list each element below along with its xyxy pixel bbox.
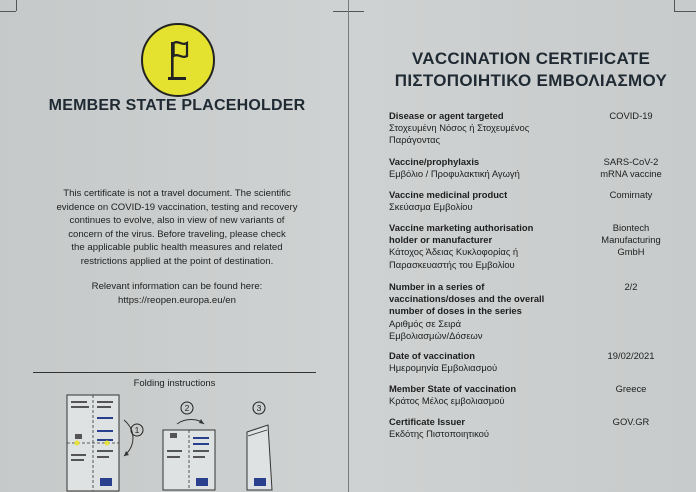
- field-label-gr: Κάτοχος Άδειας Κυκλοφορίας ή Παρασκευαστής του Εμβολίου: [389, 246, 519, 270]
- fold-step-3-illustration: [247, 402, 272, 490]
- field-label-en: Number in a series of vaccinations/doses and the overall number of doses in the series: [389, 281, 545, 317]
- fold-line: [348, 0, 349, 492]
- field-marketing-authorisation: [389, 222, 689, 271]
- divider: [33, 372, 316, 373]
- member-state-logo: [141, 23, 215, 97]
- field-certificate-issuer: [389, 416, 689, 440]
- field-label-en: Disease or agent targeted: [389, 110, 504, 121]
- field-value: GOV.GR: [612, 416, 650, 427]
- field-label-gr: Εμβόλιο / Προφυλακτική Αγωγή: [389, 168, 520, 180]
- field-label-en: Vaccine/prophylaxis: [389, 156, 480, 167]
- field-value: COVID-19: [609, 110, 653, 121]
- reopen-link[interactable]: https://reopen.europa.eu/en: [118, 294, 236, 306]
- field-value: 2/2: [624, 281, 638, 292]
- fold-step-1-illustration: [67, 395, 143, 491]
- member-state-title: MEMBER STATE PLACEHOLDER: [48, 97, 306, 114]
- field-label-gr: Κράτος Μέλος εμβολιασμού: [389, 395, 505, 407]
- field-value: 19/02/2021: [607, 350, 655, 361]
- field-medicinal-product: [389, 189, 689, 213]
- step-number-3: 3: [256, 403, 262, 413]
- flag-icon: [141, 23, 215, 97]
- travel-notice: This certificate is not a travel document. The scientific evidence on COVID-19 vaccination, testing and recovery continues to evolve, also in view of new variants of concern of the virus. Before traveling, please check the applicable public health measures and related restrictions applied at the point of destination.: [56, 188, 298, 267]
- info-text: Relevant information can be found here:: [91, 281, 263, 292]
- field-label-en: Date of vaccination: [389, 350, 475, 361]
- certificate-title-en: VACCINATION CERTIFICATE: [411, 49, 651, 68]
- certificate-title: [368, 48, 694, 92]
- field-value: Biontech Manufacturing GmbH: [601, 222, 661, 258]
- field-label-en: Member State of vaccination: [389, 383, 517, 394]
- crop-mark-left-h: [0, 11, 16, 12]
- fold-step-2-illustration: [163, 402, 215, 490]
- field-dose-number: [389, 281, 689, 342]
- field-label-en: Vaccine medicinal product: [389, 189, 508, 200]
- field-label-gr: Σκεύασμα Εμβολίου: [389, 201, 473, 213]
- field-value: SARS-CoV-2 mRNA vaccine: [600, 156, 662, 180]
- folding-diagram: [40, 392, 340, 492]
- field-disease-targeted: [389, 110, 689, 147]
- step-number-1: 1: [134, 425, 140, 435]
- crop-mark-right-h: [675, 11, 696, 12]
- field-label-gr: Ημερομηνία Εμβολιασμού: [389, 362, 498, 374]
- field-vaccine-prophylaxis: [389, 156, 689, 180]
- certificate-title-gr: ΠΙΣΤΟΠΟΙΗΤΙΚΟ ΕΜΒΟΛΙΑΣΜΟΥ: [394, 71, 668, 90]
- step-number-2: 2: [184, 403, 190, 413]
- folding-instructions-label: Folding instructions: [133, 378, 216, 389]
- field-label-gr: Στοχευμένη Νόσος ή Στοχευμένος Παράγοντας: [389, 122, 530, 146]
- field-vaccination-date: [389, 350, 689, 374]
- field-value: Comirnaty: [609, 189, 653, 200]
- crop-mark-left-v: [16, 0, 17, 11]
- field-label-en: Vaccine marketing authorisation holder or manufacturer: [389, 222, 534, 246]
- relevant-information: [14, 280, 340, 307]
- field-label-gr: Αριθμός σε Σειρά Εμβολιασμών/Δόσεων: [389, 317, 483, 341]
- field-label-en: Certificate Issuer: [389, 416, 466, 427]
- field-value: Greece: [615, 383, 647, 394]
- field-member-state: [389, 383, 689, 407]
- field-label-gr: Εκδότης Πιστοποιητικού: [389, 428, 490, 440]
